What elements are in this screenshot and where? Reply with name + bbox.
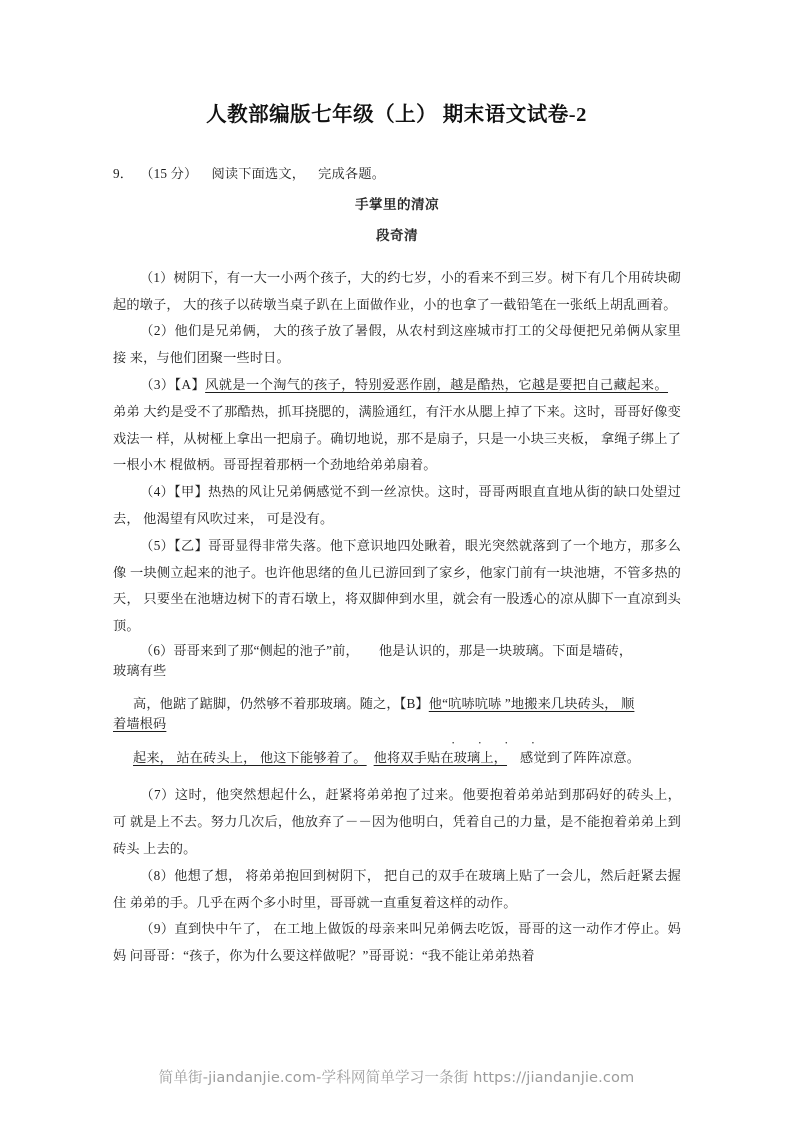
marker-jia: 【甲】 <box>174 484 209 500</box>
paragraph-7 <box>113 782 681 862</box>
paragraph-label: （8） <box>140 867 175 883</box>
paragraph-3 <box>113 372 681 479</box>
paragraph-8 <box>113 863 681 917</box>
emphasized-text: 感觉到了阵阵凉意。 <box>520 750 641 766</box>
question-points: （15 分） <box>140 166 198 181</box>
paragraph-6-line-3 <box>113 735 681 768</box>
paragraph-label: （5） <box>140 537 175 553</box>
paragraph-text: 高，他踮了踮脚，仍然够不着那玻璃。随之， <box>133 696 400 712</box>
paragraph-6-line-1 <box>113 640 681 661</box>
paragraph-label: （6） <box>140 642 174 658</box>
paragraph-5 <box>113 533 681 640</box>
paragraph-text: 弟弟 大约是受不了那酷热，抓耳挠腮的，满脸通红，有汗水从腮上掉了下来。这时，哥哥好像变戏法一 样，从树桠上拿出一把扇子。确切地说，那不是扇子，只是一小块三夹板， 拿绳子绑上了一根小木 棍做柄。哥哥捏着那柄一个劲地给弟弟扇着。 <box>113 403 681 473</box>
paragraph-text: 哥哥显得非常失落。他下意识地四处瞅着，眼光突然就落到了一个地方，那多么像 一块侧立起来的池子。也许他思绪的鱼儿已游回到了家乡，他家门前有一块池塘，不管多热的天， 只要坐在池塘边树下的青石墩上，将双脚伸到水里，就会有一股透心的凉从脚下一直凉到头顶。 <box>113 537 681 634</box>
paragraph-6-line-1-overflow <box>113 661 681 680</box>
question-line <box>113 164 681 184</box>
paragraph-label: （3） <box>140 376 175 392</box>
question-number: 9． <box>113 166 134 181</box>
marker-b: 【B】 <box>399 696 429 712</box>
question-task: 完成各题。 <box>318 166 386 181</box>
emphasis-dots: · · · · <box>451 735 545 751</box>
paragraph-1 <box>113 265 681 319</box>
paragraph-label: （9） <box>140 921 175 937</box>
paragraph-text: 他是认识的，那是一块玻璃。下面是墙砖， <box>378 642 633 658</box>
paragraph-text: 他想了想， 将弟弟抱回到树阴下， 把自己的双手在玻璃上贴了一会儿，然后赶紧去握住 弟弟的手。几乎在两个多小时里，哥哥就一直重复着这样的动作。 <box>113 867 681 910</box>
paragraph-text: 直到快中午了， 在工地上做饭的母亲来叫兄弟俩去吃饭，哥哥的这一动作才停止。妈妈 问哥哥：“孩子，你为什么要这样做呢？”哥哥说：“我不能让弟弟热着 <box>113 921 682 964</box>
paragraph-text: 这时，他突然想起什么，赶紧将弟弟抱了过来。他要抱着弟弟站到那码好的砖头上， 可 就是上不去。努力几次后，他放弃了－－因为他明白，凭着自己的力量，是不能抱着弟弟上到砖头 上去的。 <box>113 787 681 857</box>
footer-watermark: 简单街-jiandanjie.com-学科网简单学习一条街 https://jiandanjie.com <box>158 1069 635 1086</box>
paragraph-label: （2） <box>140 323 175 339</box>
paragraph-9 <box>113 916 681 970</box>
marker-a: 【A】 <box>174 376 206 392</box>
paragraph-4 <box>113 479 681 533</box>
paragraph-text: 热热的风让兄弟俩感觉不到一丝凉快。这时，哥哥两眼直直地从街的缺口处望过去， 他渴望有风吹过来， 可是没有。 <box>113 484 681 526</box>
paragraph-label: （4） <box>140 484 175 500</box>
paragraph-6-line-2-overflow <box>113 715 681 733</box>
paragraph-6 <box>113 640 681 769</box>
underlined-sentence-b-end: 起来， 站在砖头上， 他这下能够着了。 <box>133 750 367 766</box>
paragraph-label: （7） <box>140 787 175 803</box>
underlined-sentence-b: 他“吭哧吭哧 ”地搬来几块砖头， 顺 <box>428 696 635 712</box>
question-instruction: 阅读下面选文， <box>211 166 306 181</box>
marker-yi: 【乙】 <box>174 537 209 553</box>
paragraph-text: 他将双手贴在玻璃上， <box>373 750 508 766</box>
page-title: 人教部编版七年级（上） 期末语文试卷-2 <box>206 104 587 126</box>
paragraph-text: 哥哥来到了那“侧起的池子”前， <box>173 642 359 658</box>
article-title: 手掌里的清凉 <box>355 196 439 212</box>
paragraph-text: 他们是兄弟俩， 大的孩子放了暑假，从农村到这座城市打工的父母便把兄弟俩从家里接 来，与他们团聚一些时日。 <box>113 323 682 366</box>
paragraph-text: 树阴下，有一大一小两个孩子，大的约七岁，小的看来不到三岁。树下有几个用砖块砌 起的墩子， 大的孩子以砖墩当桌子趴在上面做作业，小的也拿了一截铅笔在一张纸上胡乱画着。 <box>113 269 681 312</box>
underlined-sentence-a: 风就是一个淘气的孩子，特别爱恶作剧，越是酷热，它越是要把自己藏起来。 <box>205 376 669 392</box>
paragraph-2 <box>113 318 681 372</box>
article-author: 段奇清 <box>376 227 418 243</box>
paragraph-label: （1） <box>140 269 174 285</box>
paragraph-6-line-2 <box>113 693 681 714</box>
underlined-sentence-b-cont: 着墙根码 <box>113 715 167 731</box>
paragraph-text: 玻璃有些 <box>113 663 167 679</box>
document-body <box>113 164 681 970</box>
